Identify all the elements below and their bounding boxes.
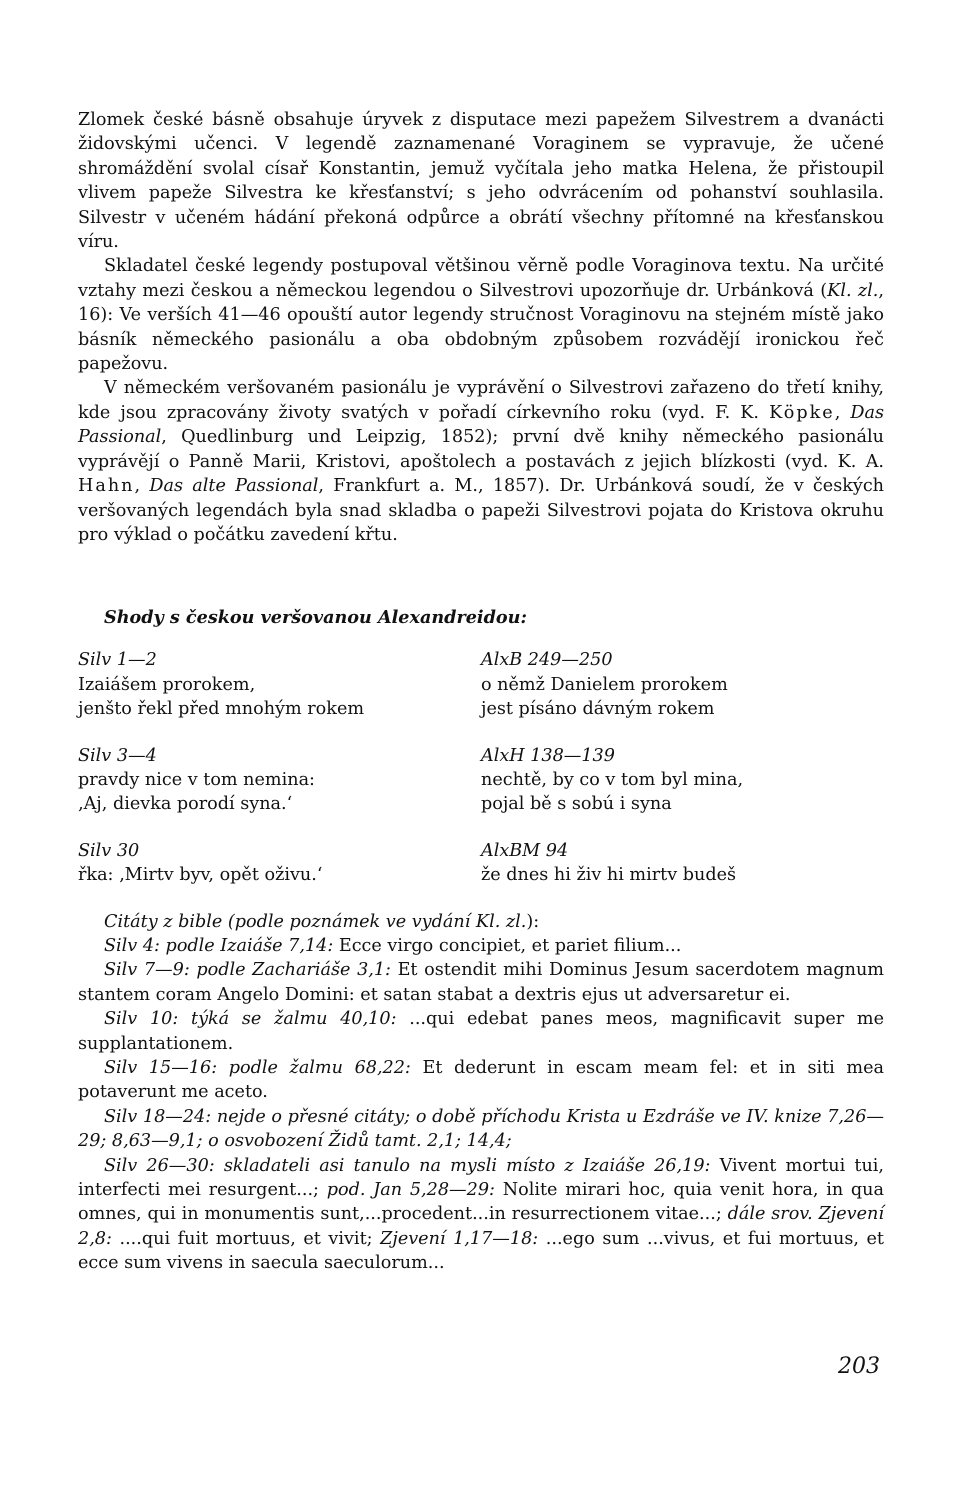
page-body [78, 108, 884, 1276]
right-column [481, 839, 884, 888]
verse-line: jenšto řekl před mnohým rokem [78, 699, 365, 720]
text-run: , [834, 402, 851, 423]
text-run: Silv 15—16: podle žalmu 68,22: [104, 1058, 411, 1078]
text-run: Citáty z bible (podle poznámek ve vydání Kl. zl. [104, 911, 527, 932]
text-run: ...qui edebat panes meos, magnificavit super me supplantationem. [78, 1009, 884, 1054]
citations [78, 910, 884, 1276]
verse-pair [78, 648, 884, 721]
verse-line: ‚Aj, dievka porodí syna.‘ [78, 794, 293, 815]
verse-pair [78, 744, 884, 817]
citation-entry [78, 1154, 884, 1276]
text-run: Silv 4: podle Izaiáše 7,14: [104, 935, 334, 956]
text-run: dále srov. Zjevení 2,8: [78, 1204, 884, 1249]
verse-line: pravdy nice v tom nemina: [78, 769, 315, 790]
text-run: Et dederunt in escam meam fel: et in siti mea potaverunt me aceto. [78, 1058, 884, 1103]
verse-reference: AlxBM 94 [481, 840, 569, 861]
verse-line: nechtě, by co v tom byl mina, [481, 769, 744, 790]
text-run: V německém veršovaném pasionálu je vyprávění o Silvestrovi zařazeno do třetí knihy, kde jsou zpracovány životy svatých v pořadí církevního roku (vyd. F. K. [78, 378, 884, 423]
citation-entry [78, 910, 884, 934]
text-run: Zlomek české básně obsahuje úryvek z disputace mezi papežem Silvestrem a dvanácti židovskými učenci. V legendě zaznamenané Voraginem se vypravuje, že učené shromáždění svolal císař Konstantin, jemuž vyčítala jeho matka Helena, že přistoupil vlivem papeže Silvestra ke křesťanství; s jeho odvrácením od pohanství souhlasila. Silvestr v učeném hádání překoná odpůrce a obrátí všechny přítomné na křesťanskou víru. [78, 110, 884, 253]
verse-reference: AlxH 138—139 [481, 745, 615, 766]
text-run: , Quedlinburg und Leipzig, 1852); první dvě knihy německého pasionálu vyprávějí o Panně Marii, Kristovi, apoštolech a postavách z jejich blízkosti (vyd. K. A. [78, 427, 884, 472]
text-run: Ecce virgo concipiet, et pariet filium... [333, 935, 682, 956]
text-run: Kl. zl. [827, 280, 879, 301]
verse-comparison [78, 648, 884, 887]
page-number: 203 [838, 1354, 880, 1379]
verse-line: pojal bě s sobú i syna [481, 794, 672, 815]
citation-entry [78, 958, 884, 1007]
verse-reference: AlxB 249—250 [481, 650, 613, 671]
text-run: ): [526, 911, 540, 932]
right-column [481, 648, 884, 721]
verse-line: Izaiášem prorokem, [78, 674, 256, 695]
text-run: ...ego sum ...vivus, et fui mortuus, et ecce sum vivens in saecula saeculorum... [78, 1228, 884, 1274]
text-run: Silv 7—9: podle Zachariáše 3,1: [104, 960, 391, 981]
text-run: Hahn [78, 476, 135, 497]
left-column [78, 648, 481, 721]
text-run: Das alte Passional [149, 476, 319, 497]
verse-reference: Silv 30 [78, 840, 140, 861]
paragraph-2 [78, 254, 884, 376]
verse-pair [78, 839, 884, 888]
verse-reference: Silv 3—4 [78, 745, 157, 766]
text-run: , [134, 476, 150, 497]
citation-entry [78, 1007, 884, 1056]
left-column [78, 839, 481, 888]
verse-line: o němž Danielem prorokem [481, 674, 728, 695]
text-run: Köpke [769, 402, 835, 423]
verse-line: že dnes hi živ hi mirtv budeš [481, 865, 737, 886]
citation-entry [78, 1105, 884, 1154]
right-column [481, 744, 884, 817]
text-run: Das Passional [78, 402, 884, 448]
text-run: Skladatel české legendy postupoval většinou věrně podle Voraginova textu. Na určité vztahy mezi českou a německou legendou o Silvestrovi upozorňuje dr. Urbánková ( [78, 256, 884, 301]
text-run: Silv 26—30: skladateli asi tanulo na mysli místo z Izaiáše 26,19: [104, 1155, 711, 1176]
text-run: Et ostendit mihi Dominus Jesum sacerdotem magnum stantem coram Angelo Domini: et satan stabat a dextris ejus ut adversaretur ei. [78, 960, 884, 1005]
citation-entry [78, 934, 884, 958]
text-run: Nolite mirari hoc, quia venit hora, in qua omnes, qui in monumentis sunt,...procedent...in resurrectionem vitae...; [78, 1180, 885, 1225]
verse-line: jest písáno dávným rokem [481, 699, 715, 720]
text-run: Zjevení 1,17—18: [380, 1228, 539, 1249]
text-run: Vivent mortui tui, interfecti mei resurgent...; [78, 1155, 885, 1201]
text-run: , Frankfurt a. M., 1857). Dr. Urbánková soudí, že v českých veršovaných legendách byla snad skladba o papeži Silvestrovi pojata do Kristova okruhu pro výklad o počátku zavedení křtu. [78, 476, 885, 545]
paragraph-1 [78, 108, 884, 254]
paragraph-3 [78, 376, 884, 547]
section-heading: Shody s českou veršovanou Alexandreidou: [104, 607, 527, 629]
verse-reference: Silv 1—2 [78, 650, 157, 671]
text-run: Silv 10: týká se žalmu 40,10: [104, 1009, 397, 1030]
text-run: pod. Jan 5,28—29: [326, 1180, 495, 1201]
text-run: , 16): Ve verších 41—46 opouští autor legendy stručnost Voraginovu na stejném místě jako básník německého pasionálu a oba obdobným způsobem rozvádějí ironickou řeč papežovu. [78, 280, 884, 375]
verse-line: řka: ‚Mirtv byv, opět oživu.‘ [78, 865, 323, 886]
text-run: Silv 18—24: nejde o přesné citáty; o době příchodu Krista u Ezdráše ve IV. knize 7,26—29; 8,63—9,1; o osvobození Židů tamt. 2,1; 14,4; [78, 1106, 884, 1152]
left-column [78, 744, 481, 817]
text-run: ....qui fuit mortuus, et vivit; [111, 1228, 381, 1249]
citation-entry [78, 1056, 884, 1105]
